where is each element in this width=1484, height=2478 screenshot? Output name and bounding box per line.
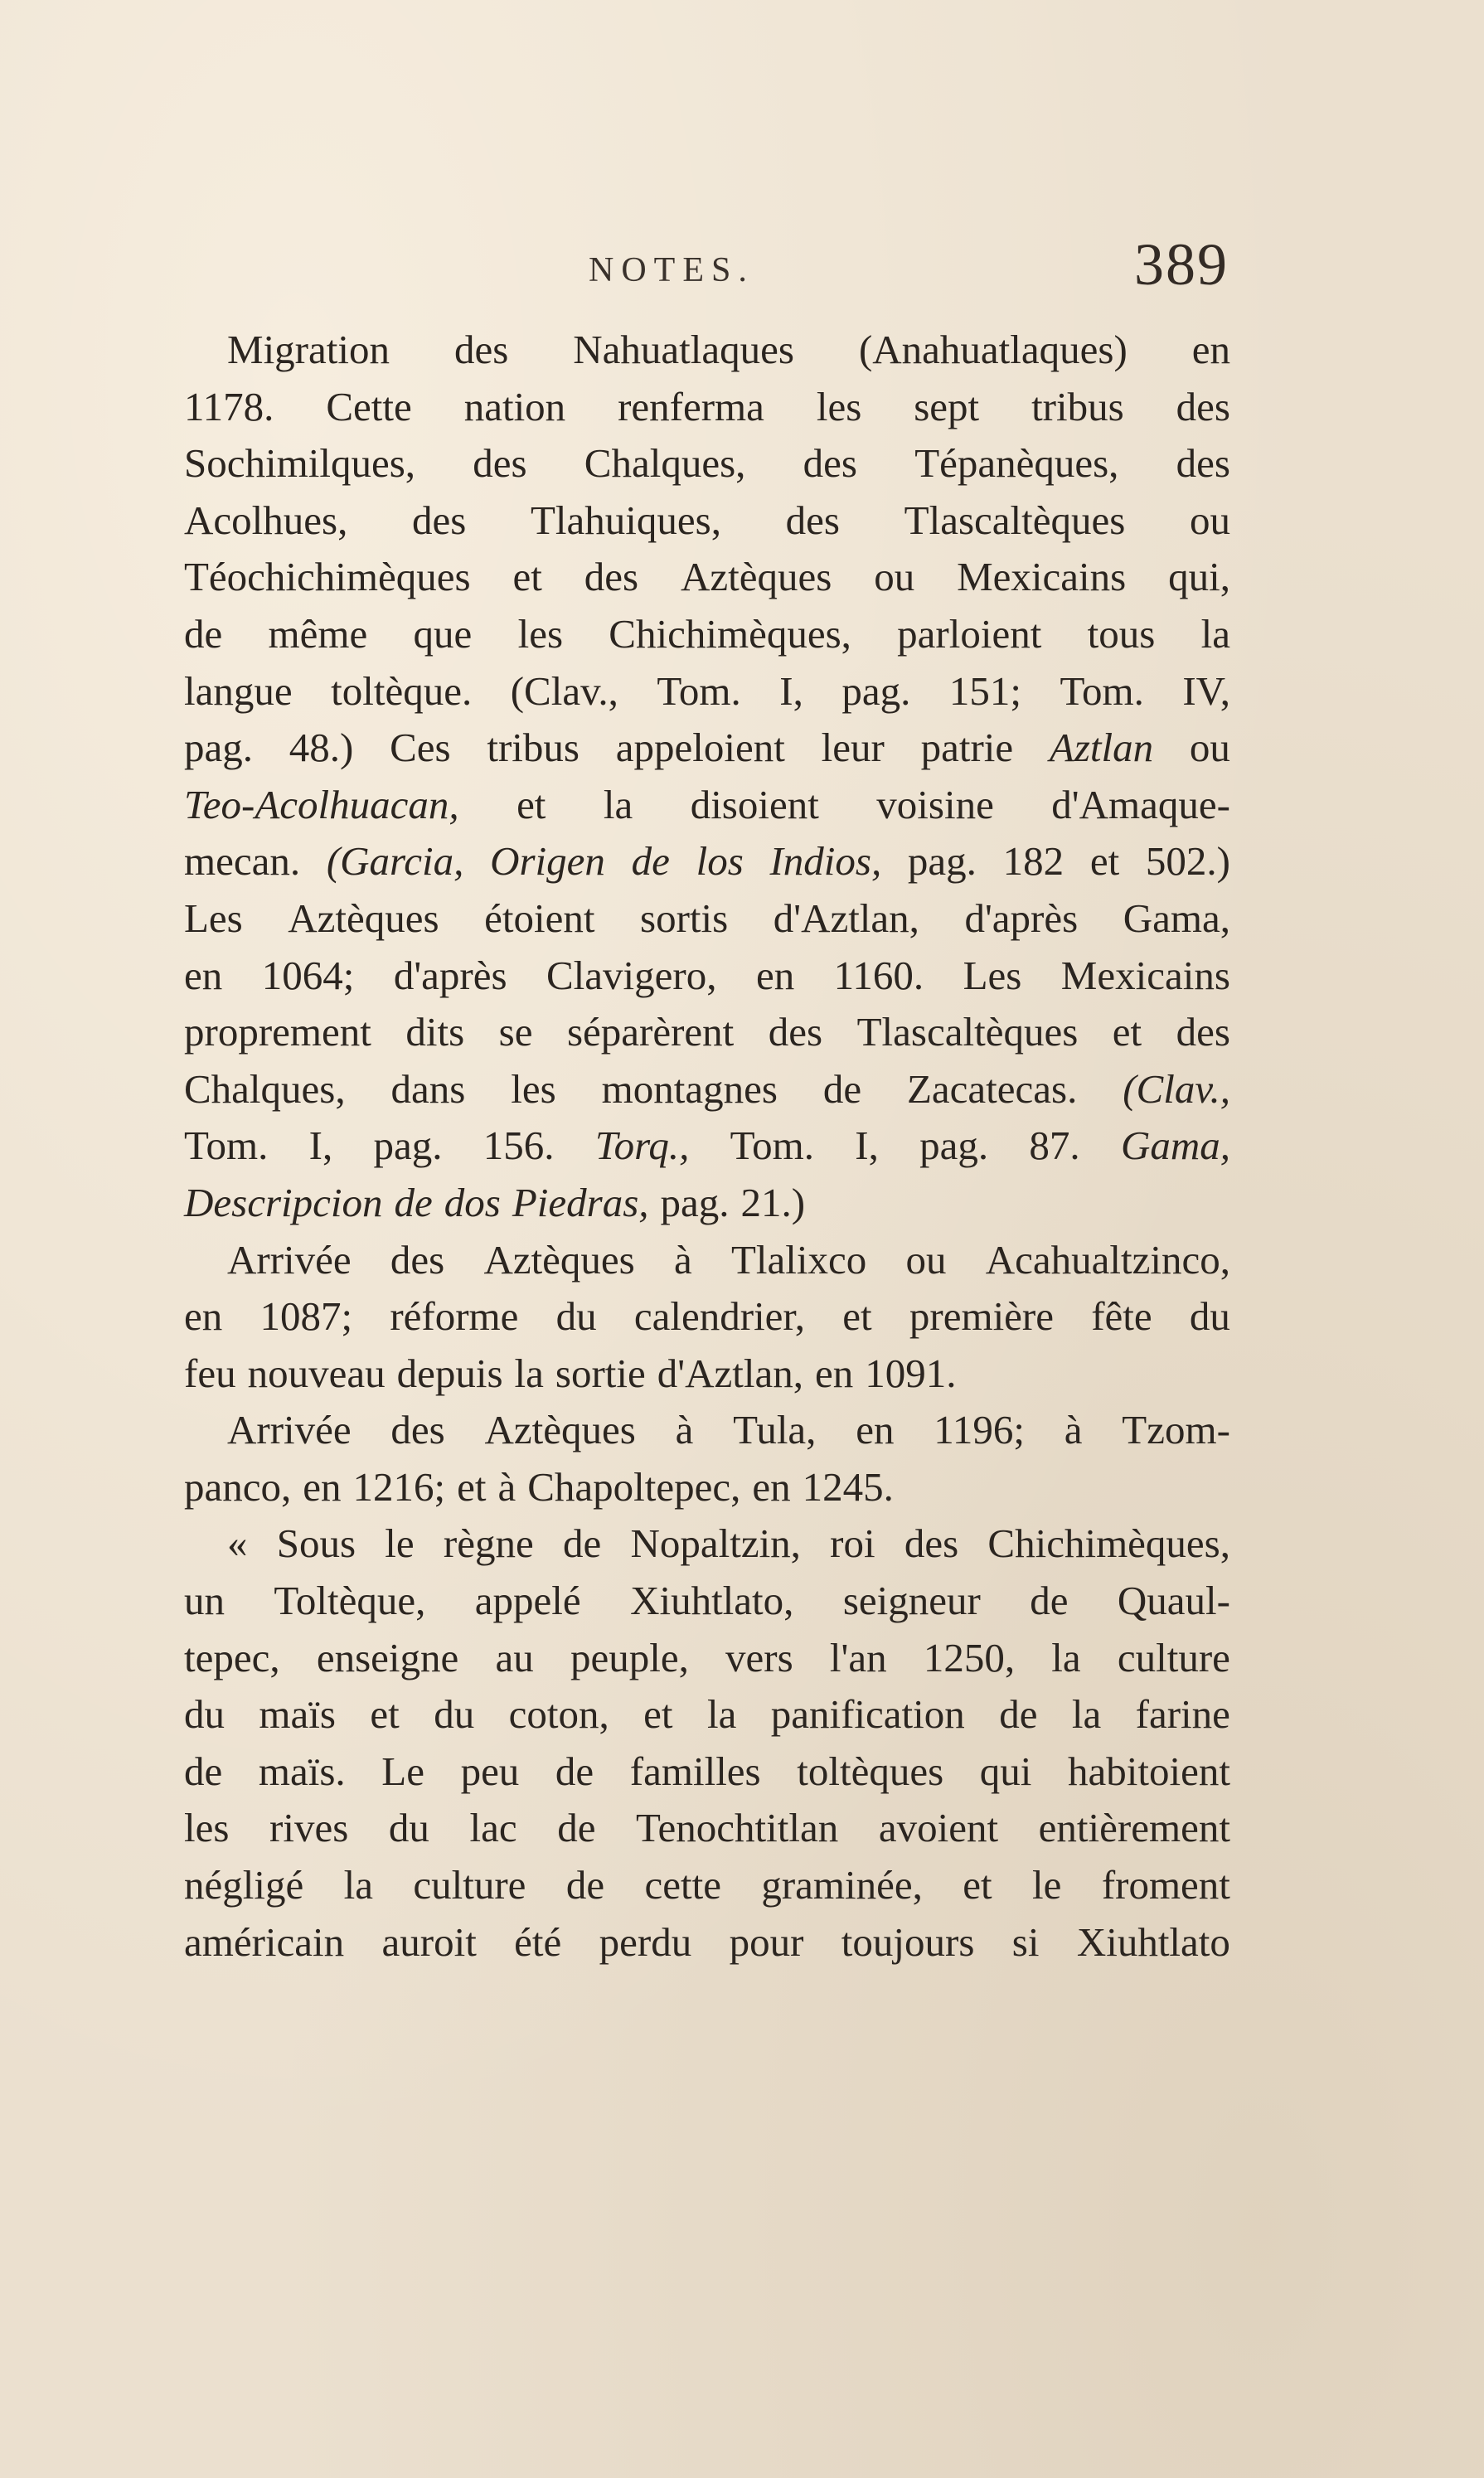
text-line: panco, en 1216; et à Chapoltepec, en 1245.: [184, 1463, 894, 1510]
paragraph-nopaltzin: [184, 1515, 1230, 1971]
text-line: Acolhues, des Tlahuiques, des Tlascaltèques ou: [184, 497, 1230, 543]
text-line: un Toltèque, appelé Xiuhtlato, seigneur de Quaul-: [184, 1578, 1230, 1624]
text-line: de même que les Chichimèques, parloient tous la: [184, 610, 1230, 657]
body-text: [184, 322, 1230, 1971]
text-line: Descripcion de dos Piedras, pag. 21.): [184, 1179, 806, 1225]
text-line: Sochimilques, des Chalques, des Tépanèques, des: [184, 440, 1230, 487]
text-line: Chalques, dans les montagnes de Zacatecas. (Clav.,: [184, 1065, 1230, 1112]
text-line: « Sous le règne de Nopaltzin, roi des Chichimèques,: [227, 1520, 1230, 1567]
paragraph-tula: [184, 1402, 1230, 1515]
text-line: du maïs et du coton, et la panification de la farine: [184, 1691, 1230, 1738]
text-line: américain auroit été perdu pour toujours si Xiuhtlato: [184, 1918, 1230, 1965]
text-line: Tom. I, pag. 156. Torq., Tom. I, pag. 87. Gama,: [184, 1123, 1230, 1169]
running-head: NOTES.: [589, 251, 754, 289]
text-line: tepec, enseigne au peuple, vers l'an 1250, la culture: [184, 1634, 1230, 1680]
text-line: mecan. (Garcia, Origen de los Indios, pag. 182 et 502.): [184, 838, 1230, 885]
text-line: Teo-Acolhuacan, et la disoient voisine d'Amaque-: [184, 781, 1230, 827]
text-line: Arrivée des Aztèques à Tlalixco ou Acahualtzinco,: [227, 1236, 1230, 1283]
text-line: pag. 48.) Ces tribus appeloient leur patrie Aztlan ou: [184, 725, 1230, 771]
text-line: langue toltèque. (Clav., Tom. I, pag. 151; Tom. IV,: [184, 667, 1230, 714]
text-line: Arrivée des Aztèques à Tula, en 1196; à Tzom-: [227, 1407, 1230, 1453]
text-line: en 1064; d'après Clavigero, en 1160. Les Mexicains: [184, 952, 1230, 998]
text-line: proprement dits se séparèrent des Tlascaltèques et des: [184, 1009, 1230, 1055]
text-line: Téochichimèques et des Aztèques ou Mexicains qui,: [184, 554, 1230, 600]
text-line: en 1087; réforme du calendrier, et première fête du: [184, 1293, 1230, 1340]
text-line: de maïs. Le peu de familles toltèques qui habitoient: [184, 1748, 1230, 1794]
page-header: [184, 231, 1229, 317]
text-line: Migration des Nahuatlaques (Anahuatlaques) en: [227, 327, 1230, 372]
text-line: feu nouveau depuis la sortie d'Aztlan, en 1091.: [184, 1350, 957, 1396]
text-line: 1178. Cette nation renferma les sept tribus des: [184, 383, 1230, 429]
text-line: Les Aztèques étoient sortis d'Aztlan, d'après Gama,: [184, 895, 1230, 941]
text-line: les rives du lac de Tenochtitlan avoient entièrement: [184, 1805, 1230, 1851]
paragraph-migration: [184, 322, 1230, 1232]
page-number: 389: [1134, 231, 1229, 298]
text-line: négligé la culture de cette graminée, et le froment: [184, 1862, 1230, 1908]
paragraph-tlalixco: [184, 1232, 1230, 1403]
